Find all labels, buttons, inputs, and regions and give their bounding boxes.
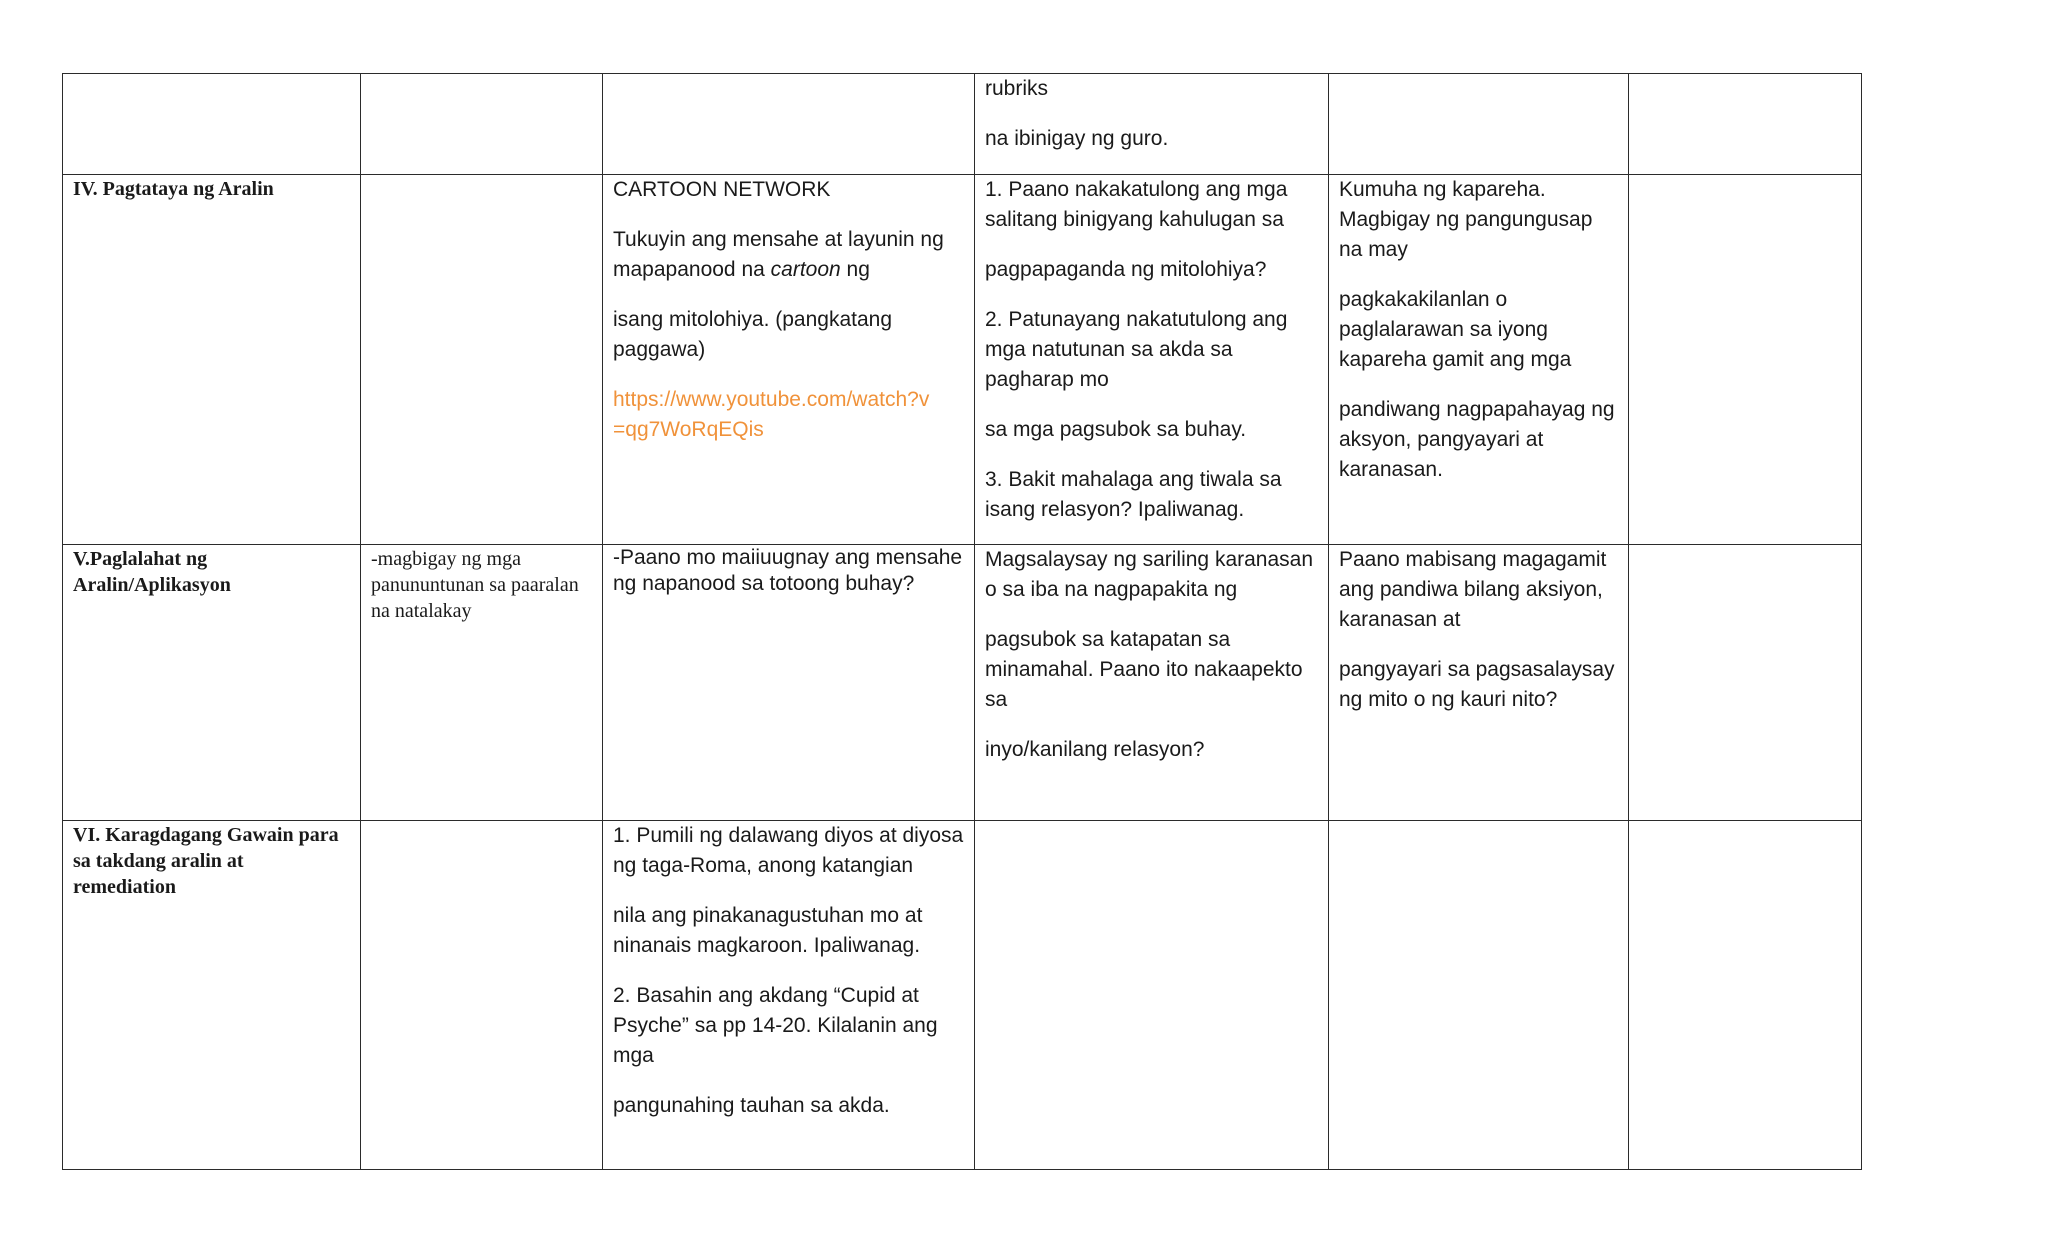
paragraph: pangyayari sa pagsasalaysay ng mito o ng kauri nito? <box>1339 658 1615 711</box>
table-row <box>63 545 1862 821</box>
paragraph: 2. Patunayang nakatutulong ang mga natutunan sa akda sa pagharap mo <box>985 308 1288 391</box>
row3-cell-3 <box>603 545 975 821</box>
row2-cell-4 <box>975 175 1329 545</box>
paragraph: inyo/kanilang relasyon? <box>985 738 1205 761</box>
row-heading: VI. Karagdagang Gawain para sa takdang aralin at remediation <box>73 824 339 898</box>
text-span: Tukuyin ang mensahe at layunin ng mapapanood na <box>613 228 944 281</box>
paragraph: pangunahing tauhan sa akda. <box>613 1094 890 1117</box>
row4-cell-5 <box>1329 821 1629 1170</box>
row-heading: IV. Pagtataya ng Aralin <box>73 178 274 200</box>
emphasis-text: cartoon <box>770 258 841 281</box>
row1-cell-6 <box>1629 74 1862 175</box>
row4-cell-6 <box>1629 821 1862 1170</box>
row3-cell-4 <box>975 545 1329 821</box>
lesson-plan-table <box>62 73 1862 1170</box>
row1-cell-4 <box>975 74 1329 175</box>
paragraph: CARTOON NETWORK <box>613 178 831 201</box>
paragraph: 3. Bakit mahalaga ang tiwala sa isang relasyon? Ipaliwanag. <box>985 468 1282 521</box>
paragraph: Paano mabisang magagamit ang pandiwa bilang aksiyon, karanasan at <box>1339 548 1607 631</box>
row4-heading-cell <box>63 821 361 1170</box>
row1-cell-3 <box>603 74 975 175</box>
row4-cell-3 <box>603 821 975 1170</box>
table-row <box>63 175 1862 545</box>
row3-heading-cell <box>63 545 361 821</box>
paragraph: 1. Paano nakakatulong ang mga salitang binigyang kahulugan sa <box>985 178 1288 231</box>
row4-cell-4 <box>975 821 1329 1170</box>
row3-cell-5 <box>1329 545 1629 821</box>
paragraph: pagpapaganda ng mitolohiya? <box>985 258 1267 281</box>
row1-cell-5 <box>1329 74 1629 175</box>
paragraph: Magsalaysay ng sariling karanasan o sa iba na nagpapakita ng <box>985 548 1314 601</box>
paragraph <box>613 225 964 285</box>
row2-cell-2 <box>361 175 603 545</box>
paragraph: rubriks <box>985 77 1049 100</box>
paragraph: pagsubok sa katapatan sa minamahal. Paano ito nakaapekto sa <box>985 628 1303 711</box>
row3-cell-2 <box>361 545 603 821</box>
paragraph: Kumuha ng kapareha. Magbigay ng pangungusap na may <box>1339 178 1593 261</box>
row2-heading-cell <box>63 175 361 545</box>
row3-cell-6 <box>1629 545 1862 821</box>
paragraph: -Paano mo maiiuugnay ang mensahe ng napanood sa totoong buhay? <box>613 546 963 595</box>
row1-cell-2 <box>361 74 603 175</box>
text-span: ng <box>840 258 870 281</box>
row4-cell-2 <box>361 821 603 1170</box>
paragraph: 2. Basahin ang akdang “Cupid at Psyche” sa pp 14-20. Kilalanin ang mga <box>613 984 938 1067</box>
table-row <box>63 74 1862 175</box>
row-heading: V.Paglalahat ng Aralin/Aplikasyon <box>73 548 231 596</box>
paragraph: nila ang pinakanagustuhan mo at ninanais magkaroon. Ipaliwanag. <box>613 904 923 957</box>
paragraph: pandiwang nagpapahayag ng aksyon, pangyayari at karanasan. <box>1339 398 1615 481</box>
paragraph: na ibinigay ng guro. <box>985 127 1169 150</box>
paragraph: 1. Pumili ng dalawang diyos at diyosa ng taga-Roma, anong katangian <box>613 824 964 877</box>
paragraph: pagkakakilanlan o paglalarawan sa iyong kapareha gamit ang mga <box>1339 288 1572 371</box>
row2-cell-6 <box>1629 175 1862 545</box>
paragraph: sa mga pagsubok sa buhay. <box>985 418 1247 441</box>
paragraph: isang mitolohiya. (pangkatang paggawa) <box>613 308 893 361</box>
youtube-link[interactable]: https://www.youtube.com/watch?v =qg7WoRqEQis <box>613 388 930 441</box>
row2-cell-3 <box>603 175 975 545</box>
row2-cell-5 <box>1329 175 1629 545</box>
row1-heading-cell <box>63 74 361 175</box>
paragraph: -magbigay ng mga panununtunan sa paaralan na natalakay <box>371 548 579 622</box>
table-row <box>63 821 1862 1170</box>
